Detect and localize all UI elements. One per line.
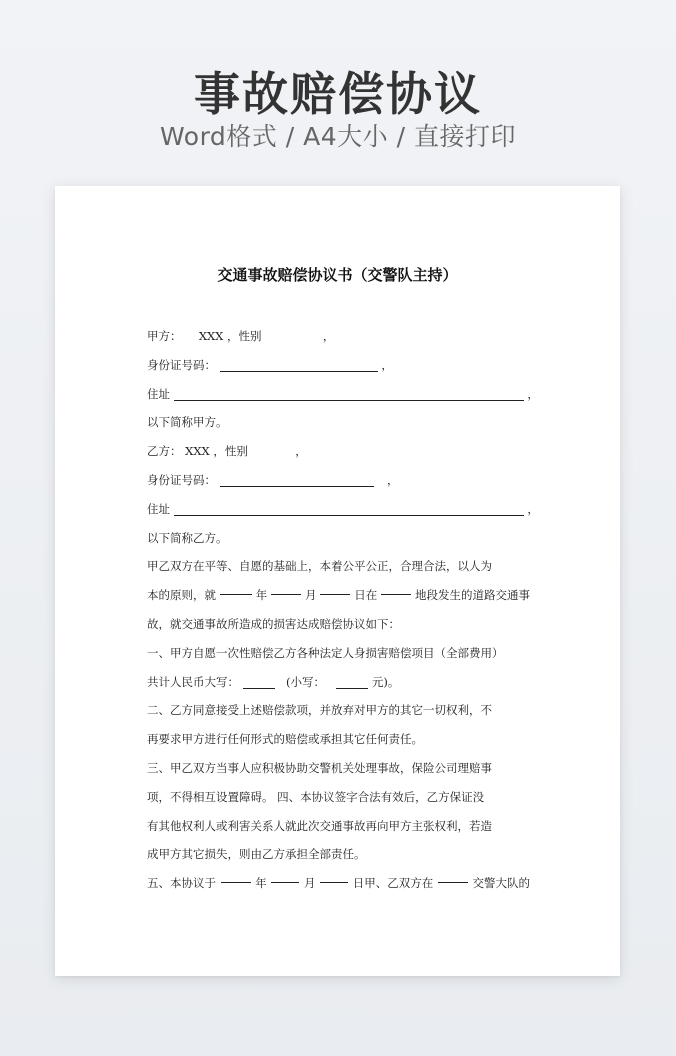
party-b-id-comma: ， (386, 472, 399, 487)
party-b-address-line (147, 495, 539, 524)
party-b-address-comma: ， (527, 501, 539, 516)
preamble-day-label: 日在 (354, 588, 378, 603)
party-a-id-blank (220, 358, 378, 372)
party-a-address-blank (174, 387, 524, 401)
party-b-label: 乙方： (147, 444, 182, 459)
clause-1-line-1: 一、甲方自愿一次性赔偿乙方各种法定人身损害赔偿项目（全部费用） (147, 645, 504, 660)
party-a-address-line (147, 380, 539, 409)
party-b-line (147, 437, 530, 466)
party-a-comma: ， (322, 329, 335, 343)
party-a-gender-label: ，性别 (227, 329, 262, 343)
clause-1-line-2 (147, 668, 530, 697)
clause-5-month-blank (271, 869, 299, 883)
party-b-gender-label: ，性别 (213, 444, 248, 459)
clause-1-unit: 元)。 (371, 674, 400, 689)
clause-5-day-label: 日甲、乙双方在 (352, 876, 434, 891)
party-b-alias: 以下简称乙方。 (147, 530, 228, 545)
preamble-day-blank (320, 581, 350, 595)
clause-5-year-label: 年 (255, 876, 267, 891)
party-a-address-label: 住址 (147, 386, 170, 401)
clause-5-post: 交警大队的 (472, 876, 530, 891)
party-a-address-comma: ， (527, 386, 539, 401)
party-a-id-comma: ， (381, 357, 393, 372)
clause-3-line-1: 三、甲乙双方当事人应积极协助交警机关处理事故，保险公司理赔事 (147, 760, 492, 775)
party-a-id-line (147, 351, 530, 380)
party-b-name: XXX (185, 444, 210, 459)
preamble-line-2-pre: 本的原则，就 (147, 588, 216, 603)
party-b-id-blank (220, 473, 374, 487)
clause-1-small-blank (336, 675, 368, 689)
clause-5-month-label: 月 (304, 876, 316, 891)
party-a-id-label: 身份证号码： (147, 357, 216, 372)
banner-subtitle: Word格式 / A4大小 / 直接打印 (160, 122, 516, 151)
clause-3-line-3: 有其他权利人或利害关系人就此次交通事故再向甲方主张权利，若造 (147, 818, 492, 833)
preamble-month-blank (271, 581, 301, 595)
party-b-comma: ， (295, 444, 307, 459)
preamble-line-1: 甲乙双方在平等、自愿的基础上，本着公平公正，合理合法，以人为 (147, 559, 492, 574)
party-b-id-line (147, 466, 530, 495)
clause-1-small-label: (小写： (285, 674, 325, 689)
preamble-line-3: 故，就交通事故所造成的损害达成赔偿协议如下： (147, 616, 400, 631)
clause-5-unit-blank (438, 869, 468, 883)
clause-5-year-blank (221, 869, 251, 883)
clause-5-day-blank (320, 869, 348, 883)
party-b-address-label: 住址 (147, 501, 170, 516)
banner-title: 事故赔偿协议 (194, 67, 482, 121)
preamble-month-label: 月 (305, 588, 317, 603)
clause-2-line-1: 二、乙方同意接受上述赔偿款项，并放弃对甲方的其它一切权利，不 (147, 703, 492, 718)
party-a-line (147, 322, 530, 351)
clause-5-line (147, 869, 530, 898)
preamble-year-label: 年 (255, 588, 268, 603)
clause-1-amount-label: 共计人民币大写： (147, 674, 239, 689)
clause-1-amount-blank (243, 675, 275, 689)
preamble-line-2 (147, 581, 530, 610)
document-title: 交通事故赔偿协议书（交警队主持） (217, 266, 458, 284)
party-b-id-label: 身份证号码： (147, 472, 216, 487)
clause-3-line-4: 成甲方其它损失，则由乙方承担全部责任。 (147, 847, 366, 862)
document-page (55, 186, 620, 976)
party-b-address-blank (174, 502, 524, 516)
preamble-line-2-post: 地段发生的道路交通事 (415, 588, 530, 603)
clause-3-line-2: 项，不得相互设置障碍。 四、本协议签字合法有效后，乙方保证没 (147, 789, 485, 804)
party-a-alias: 以下简称甲方。 (147, 415, 228, 430)
party-a-name: XXX (198, 329, 224, 343)
clause-2-line-2: 再要求甲方进行任何形式的赔偿或承担其它任何责任。 (147, 732, 423, 747)
preamble-place-blank (381, 581, 411, 595)
party-a-label: 甲方： (147, 329, 182, 343)
document-body (147, 322, 539, 898)
preamble-year-blank (220, 581, 252, 595)
clause-5-pre: 五、本协议于 (147, 876, 216, 891)
